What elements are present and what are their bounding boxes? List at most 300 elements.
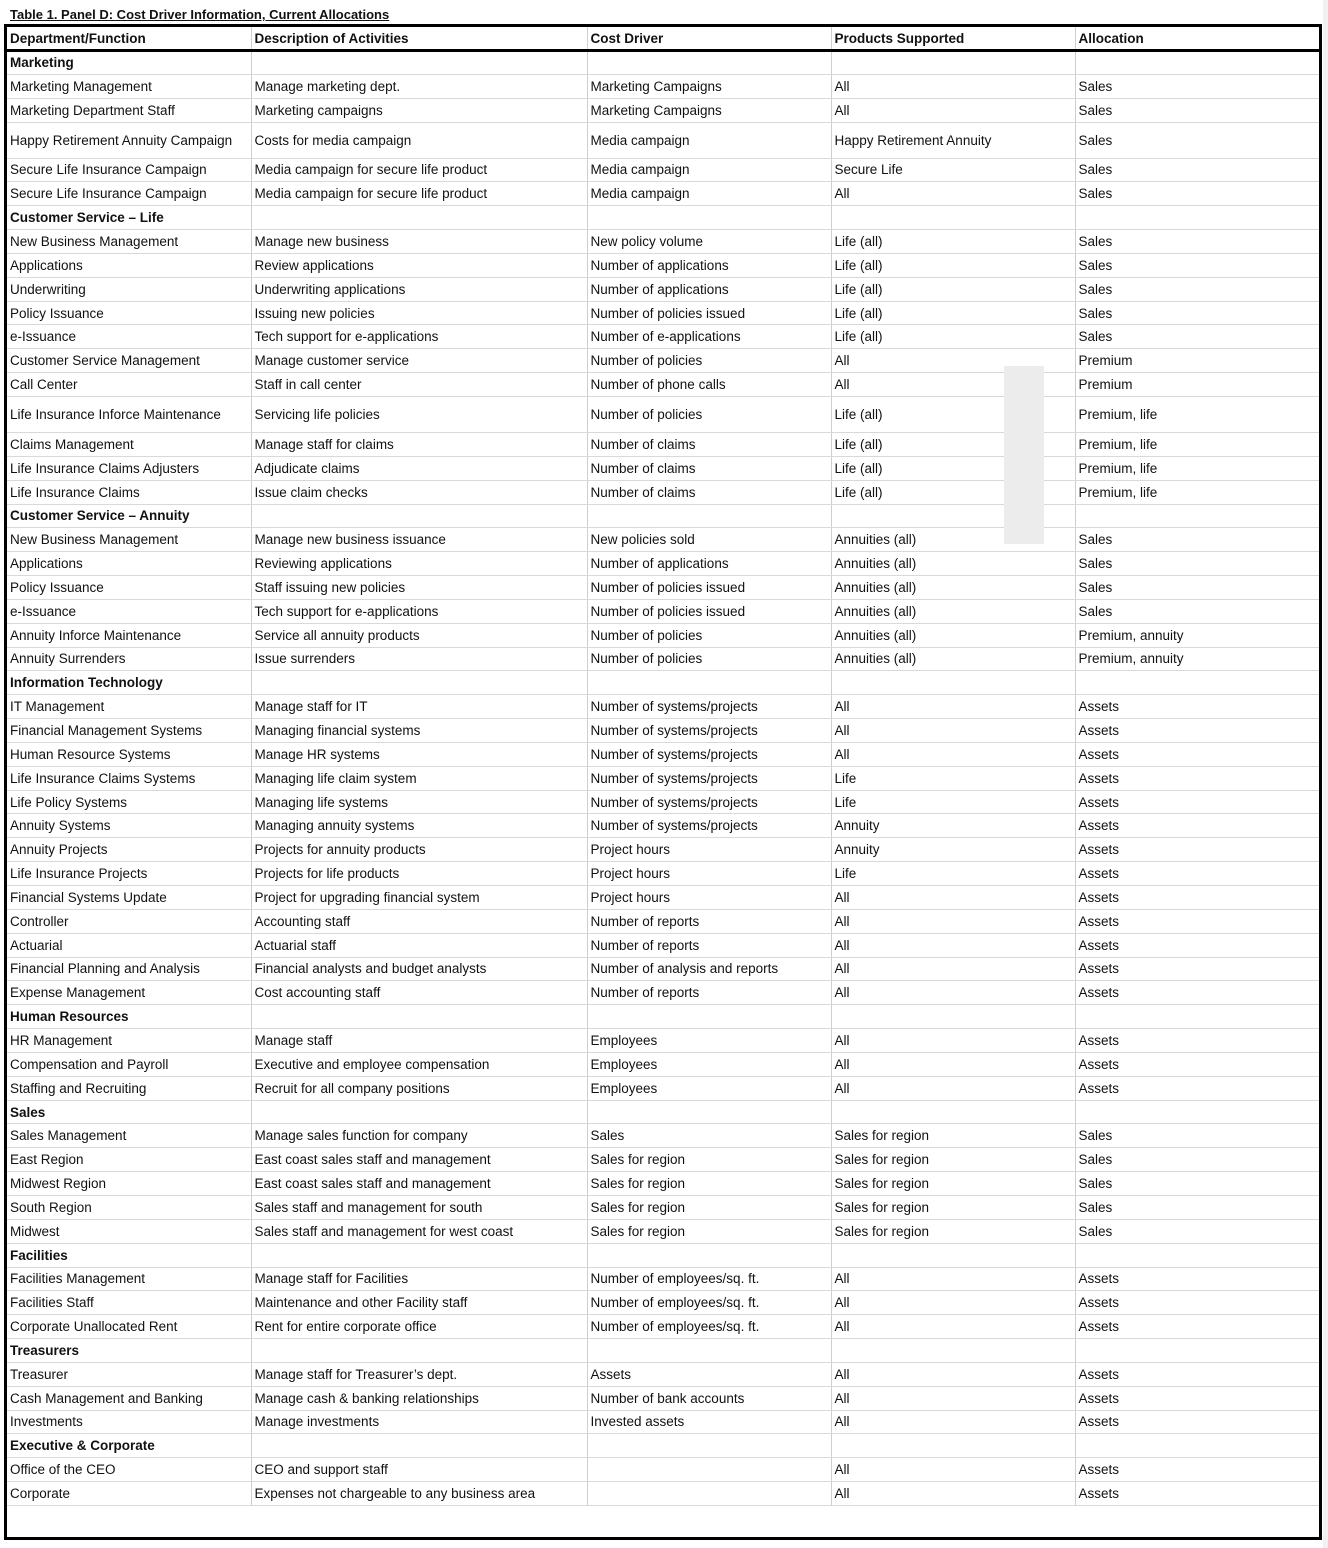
allocation-cell: Premium, annuity (1075, 647, 1319, 671)
description-cell: Media campaign for secure life product (251, 182, 587, 206)
products-supported-cell (831, 504, 1075, 528)
header-products-supported: Products Supported (831, 27, 1075, 51)
allocation-cell: Sales (1075, 528, 1319, 552)
cost-driver-cell: Number of analysis and reports (587, 957, 831, 981)
table-row (7, 1124, 1319, 1148)
table-row (7, 695, 1319, 719)
allocation-cell: Premium, life (1075, 480, 1319, 504)
cost-driver-cell: Number of systems/projects (587, 766, 831, 790)
table-row (7, 301, 1319, 325)
products-supported-cell: All (831, 981, 1075, 1005)
allocation-cell (1075, 1100, 1319, 1124)
products-supported-cell (831, 1243, 1075, 1267)
allocation-cell: Assets (1075, 766, 1319, 790)
cost-driver-cell: Number of reports (587, 933, 831, 957)
description-cell: Marketing campaigns (251, 98, 587, 122)
department-cell: Corporate Unallocated Rent (7, 1315, 251, 1339)
cost-driver-cell: Number of e-applications (587, 325, 831, 349)
allocation-cell: Assets (1075, 909, 1319, 933)
cost-driver-cell: Project hours (587, 862, 831, 886)
department-cell: Treasurers (7, 1339, 251, 1363)
section-header-row (7, 1100, 1319, 1124)
department-cell: Financial Planning and Analysis (7, 957, 251, 981)
department-cell: Customer Service – Life (7, 206, 251, 230)
table-row (7, 814, 1319, 838)
products-supported-cell: Life (831, 766, 1075, 790)
department-cell: Happy Retirement Annuity Campaign (7, 122, 251, 158)
products-supported-cell: All (831, 742, 1075, 766)
table-row (7, 1195, 1319, 1219)
allocation-cell: Assets (1075, 1362, 1319, 1386)
cost-driver-cell: New policy volume (587, 230, 831, 254)
cost-driver-cell: Number of employees/sq. ft. (587, 1267, 831, 1291)
description-cell: Issue surrenders (251, 647, 587, 671)
table-row (7, 886, 1319, 910)
description-cell (251, 504, 587, 528)
cost-driver-cell: Number of reports (587, 909, 831, 933)
cost-driver-cell: Number of systems/projects (587, 814, 831, 838)
products-supported-cell: Life (all) (831, 325, 1075, 349)
products-supported-cell: Annuities (all) (831, 599, 1075, 623)
department-cell: Financial Management Systems (7, 719, 251, 743)
department-cell: Sales Management (7, 1124, 251, 1148)
table-row (7, 599, 1319, 623)
allocation-cell: Sales (1075, 325, 1319, 349)
products-supported-cell: Life (all) (831, 253, 1075, 277)
description-cell: Sales staff and management for south (251, 1195, 587, 1219)
description-cell (251, 1100, 587, 1124)
section-header-row (7, 1243, 1319, 1267)
products-supported-cell: All (831, 373, 1075, 397)
section-header-row (7, 504, 1319, 528)
cost-driver-cell (587, 1339, 831, 1363)
department-cell: Investments (7, 1410, 251, 1434)
section-header-row (7, 1434, 1319, 1458)
cost-driver-cell (587, 1434, 831, 1458)
products-supported-cell (831, 1434, 1075, 1458)
department-cell: Marketing (7, 51, 251, 75)
department-cell: South Region (7, 1195, 251, 1219)
cost-driver-cell: Marketing Campaigns (587, 98, 831, 122)
section-header-row (7, 671, 1319, 695)
department-cell: Customer Service Management (7, 349, 251, 373)
table-row (7, 1291, 1319, 1315)
table-row (7, 158, 1319, 182)
allocation-cell: Premium (1075, 349, 1319, 373)
table-row (7, 838, 1319, 862)
table-row (7, 1219, 1319, 1243)
allocation-cell (1075, 206, 1319, 230)
table-caption: Table 1. Panel D: Cost Driver Information, Current Allocations (10, 7, 390, 22)
allocation-cell: Assets (1075, 957, 1319, 981)
description-cell: Manage investments (251, 1410, 587, 1434)
allocation-cell: Assets (1075, 742, 1319, 766)
products-supported-cell: Life (all) (831, 277, 1075, 301)
department-cell: Controller (7, 909, 251, 933)
description-cell: Projects for life products (251, 862, 587, 886)
cost-driver-cell (587, 1005, 831, 1029)
allocation-cell: Premium, life (1075, 432, 1319, 456)
department-cell: Office of the CEO (7, 1458, 251, 1482)
cost-driver-cell: New policies sold (587, 528, 831, 552)
table-row (7, 1076, 1319, 1100)
allocation-cell: Sales (1075, 599, 1319, 623)
cost-driver-cell: Number of policies (587, 349, 831, 373)
cost-driver-cell (587, 1458, 831, 1482)
cost-driver-cell: Project hours (587, 886, 831, 910)
products-supported-cell: Life (all) (831, 456, 1075, 480)
products-supported-cell: Annuities (all) (831, 528, 1075, 552)
department-cell: Life Insurance Projects (7, 862, 251, 886)
description-cell: CEO and support staff (251, 1458, 587, 1482)
products-supported-cell: Annuity (831, 838, 1075, 862)
description-cell: Reviewing applications (251, 552, 587, 576)
description-cell: Manage staff (251, 1029, 587, 1053)
products-supported-cell: Annuity (831, 814, 1075, 838)
products-supported-cell: Annuities (all) (831, 623, 1075, 647)
department-cell: Midwest Region (7, 1172, 251, 1196)
table-row (7, 1362, 1319, 1386)
department-cell: Facilities (7, 1243, 251, 1267)
description-cell (251, 1005, 587, 1029)
products-supported-cell: Annuities (all) (831, 576, 1075, 600)
products-supported-cell: Life (all) (831, 480, 1075, 504)
cost-driver-cell: Number of policies (587, 623, 831, 647)
allocation-cell: Assets (1075, 695, 1319, 719)
cost-driver-cell: Number of bank accounts (587, 1386, 831, 1410)
description-cell: Costs for media campaign (251, 122, 587, 158)
products-supported-cell: All (831, 1386, 1075, 1410)
description-cell: Underwriting applications (251, 277, 587, 301)
products-supported-cell: Sales for region (831, 1195, 1075, 1219)
cost-driver-cell: Number of policies issued (587, 301, 831, 325)
products-supported-cell: All (831, 1410, 1075, 1434)
description-cell: Issuing new policies (251, 301, 587, 325)
header-cost-driver: Cost Driver (587, 27, 831, 51)
department-cell: Policy Issuance (7, 301, 251, 325)
allocation-cell: Premium, life (1075, 396, 1319, 432)
cost-driver-cell (587, 1100, 831, 1124)
cost-driver-cell: Number of employees/sq. ft. (587, 1291, 831, 1315)
cost-driver-cell: Media campaign (587, 182, 831, 206)
table-row (7, 1482, 1319, 1506)
allocation-cell: Assets (1075, 1458, 1319, 1482)
products-supported-cell: All (831, 1458, 1075, 1482)
department-cell: Claims Management (7, 432, 251, 456)
description-cell: Maintenance and other Facility staff (251, 1291, 587, 1315)
cost-driver-cell: Invested assets (587, 1410, 831, 1434)
products-supported-cell: Life (all) (831, 301, 1075, 325)
products-supported-cell: All (831, 1482, 1075, 1506)
table-row (7, 373, 1319, 397)
cost-driver-cell: Project hours (587, 838, 831, 862)
table-row (7, 909, 1319, 933)
cost-driver-cell: Number of employees/sq. ft. (587, 1315, 831, 1339)
products-supported-cell: Life (all) (831, 396, 1075, 432)
department-cell: e-Issuance (7, 325, 251, 349)
table-row (7, 719, 1319, 743)
allocation-cell: Sales (1075, 1124, 1319, 1148)
cost-driver-cell: Number of reports (587, 981, 831, 1005)
department-cell: Facilities Management (7, 1267, 251, 1291)
table-header (7, 27, 1319, 51)
table-row (7, 253, 1319, 277)
cost-driver-cell: Number of applications (587, 552, 831, 576)
cost-driver-cell: Number of policies (587, 396, 831, 432)
description-cell: Projects for annuity products (251, 838, 587, 862)
products-supported-cell: Annuities (all) (831, 647, 1075, 671)
department-cell: Life Insurance Claims Adjusters (7, 456, 251, 480)
table-row (7, 1267, 1319, 1291)
department-cell: Customer Service – Annuity (7, 504, 251, 528)
cost-driver-cell (587, 206, 831, 230)
allocation-cell: Sales (1075, 122, 1319, 158)
allocation-cell: Sales (1075, 552, 1319, 576)
products-supported-cell: Life (all) (831, 230, 1075, 254)
products-supported-cell (831, 1005, 1075, 1029)
department-cell: Information Technology (7, 671, 251, 695)
cost-driver-cell: Number of applications (587, 253, 831, 277)
products-supported-cell: Life (831, 790, 1075, 814)
products-supported-cell: Life (all) (831, 432, 1075, 456)
department-cell: Marketing Department Staff (7, 98, 251, 122)
description-cell: Manage new business (251, 230, 587, 254)
table-row (7, 862, 1319, 886)
products-supported-cell: All (831, 98, 1075, 122)
department-cell: Applications (7, 552, 251, 576)
products-supported-cell: All (831, 1029, 1075, 1053)
products-supported-cell (831, 1339, 1075, 1363)
products-supported-cell: All (831, 933, 1075, 957)
header-row (7, 27, 1319, 51)
cost-driver-table-frame (4, 24, 1322, 1540)
cost-driver-cell: Number of policies issued (587, 599, 831, 623)
description-cell (251, 51, 587, 75)
cost-driver-cell: Number of systems/projects (587, 719, 831, 743)
department-cell: Facilities Staff (7, 1291, 251, 1315)
table-row (7, 647, 1319, 671)
cost-driver-cell: Employees (587, 1052, 831, 1076)
table-row (7, 432, 1319, 456)
cost-driver-cell (587, 51, 831, 75)
table-body (7, 51, 1319, 1506)
allocation-cell: Assets (1075, 1291, 1319, 1315)
description-cell: Servicing life policies (251, 396, 587, 432)
table-row (7, 1386, 1319, 1410)
allocation-cell: Assets (1075, 1029, 1319, 1053)
cost-driver-cell: Sales for region (587, 1148, 831, 1172)
section-header-row (7, 1005, 1319, 1029)
department-cell: Life Insurance Claims Systems (7, 766, 251, 790)
cost-driver-cell: Number of applications (587, 277, 831, 301)
products-supported-cell: All (831, 182, 1075, 206)
cost-driver-cell: Employees (587, 1029, 831, 1053)
department-cell: Policy Issuance (7, 576, 251, 600)
allocation-cell: Premium, annuity (1075, 623, 1319, 647)
department-cell: Life Insurance Claims (7, 480, 251, 504)
department-cell: Sales (7, 1100, 251, 1124)
cost-driver-cell: Number of policies (587, 647, 831, 671)
description-cell: Managing life claim system (251, 766, 587, 790)
cost-driver-cell: Number of systems/projects (587, 695, 831, 719)
products-supported-cell: All (831, 909, 1075, 933)
table-row (7, 74, 1319, 98)
description-cell: Tech support for e-applications (251, 599, 587, 623)
table-row (7, 349, 1319, 373)
description-cell: Expenses not chargeable to any business area (251, 1482, 587, 1506)
allocation-cell (1075, 1434, 1319, 1458)
table-row (7, 122, 1319, 158)
allocation-cell: Sales (1075, 74, 1319, 98)
description-cell (251, 1434, 587, 1458)
allocation-cell (1075, 671, 1319, 695)
department-cell: Marketing Management (7, 74, 251, 98)
table-row (7, 576, 1319, 600)
allocation-cell: Assets (1075, 1410, 1319, 1434)
department-cell: Annuity Inforce Maintenance (7, 623, 251, 647)
department-cell: New Business Management (7, 528, 251, 552)
description-cell: Project for upgrading financial system (251, 886, 587, 910)
allocation-cell: Assets (1075, 1267, 1319, 1291)
allocation-cell: Assets (1075, 1076, 1319, 1100)
description-cell: Recruit for all company positions (251, 1076, 587, 1100)
cost-driver-cell: Assets (587, 1362, 831, 1386)
department-cell: Life Policy Systems (7, 790, 251, 814)
table-row (7, 766, 1319, 790)
allocation-cell: Assets (1075, 1482, 1319, 1506)
products-supported-cell: Happy Retirement Annuity (831, 122, 1075, 158)
department-cell: Annuity Systems (7, 814, 251, 838)
section-header-row (7, 206, 1319, 230)
description-cell: Manage sales function for company (251, 1124, 587, 1148)
allocation-cell: Premium, life (1075, 456, 1319, 480)
cost-driver-cell: Number of claims (587, 480, 831, 504)
products-supported-cell: Annuities (all) (831, 552, 1075, 576)
products-supported-cell: Life (831, 862, 1075, 886)
table-row (7, 1052, 1319, 1076)
header-description-of-activities: Description of Activities (251, 27, 587, 51)
allocation-cell: Sales (1075, 182, 1319, 206)
allocation-cell: Assets (1075, 1315, 1319, 1339)
department-cell: IT Management (7, 695, 251, 719)
header-department-function: Department/Function (7, 27, 251, 51)
products-supported-cell (831, 1100, 1075, 1124)
department-cell: East Region (7, 1148, 251, 1172)
allocation-cell: Sales (1075, 158, 1319, 182)
description-cell: Manage staff for Facilities (251, 1267, 587, 1291)
description-cell: Manage customer service (251, 349, 587, 373)
description-cell (251, 671, 587, 695)
allocation-cell: Sales (1075, 576, 1319, 600)
department-cell: Call Center (7, 373, 251, 397)
description-cell: Adjudicate claims (251, 456, 587, 480)
description-cell (251, 206, 587, 230)
products-supported-cell: All (831, 74, 1075, 98)
cost-driver-table (7, 27, 1319, 1506)
description-cell: Rent for entire corporate office (251, 1315, 587, 1339)
table-row (7, 1029, 1319, 1053)
cost-driver-cell (587, 671, 831, 695)
cost-driver-cell: Number of policies issued (587, 576, 831, 600)
description-cell: Managing annuity systems (251, 814, 587, 838)
table-row (7, 957, 1319, 981)
products-supported-cell: All (831, 1076, 1075, 1100)
allocation-cell: Assets (1075, 1052, 1319, 1076)
table-row (7, 396, 1319, 432)
products-supported-cell (831, 671, 1075, 695)
table-row (7, 623, 1319, 647)
table-row (7, 277, 1319, 301)
table-row (7, 182, 1319, 206)
department-cell: Secure Life Insurance Campaign (7, 182, 251, 206)
description-cell: Service all annuity products (251, 623, 587, 647)
description-cell: Manage HR systems (251, 742, 587, 766)
allocation-cell: Assets (1075, 790, 1319, 814)
department-cell: Compensation and Payroll (7, 1052, 251, 1076)
cost-driver-cell (587, 1243, 831, 1267)
department-cell: Executive & Corporate (7, 1434, 251, 1458)
allocation-cell: Sales (1075, 230, 1319, 254)
department-cell: Staffing and Recruiting (7, 1076, 251, 1100)
table-row (7, 1172, 1319, 1196)
allocation-cell: Premium (1075, 373, 1319, 397)
allocation-cell: Assets (1075, 838, 1319, 862)
allocation-cell: Sales (1075, 1219, 1319, 1243)
description-cell: Issue claim checks (251, 480, 587, 504)
cost-driver-cell: Number of claims (587, 432, 831, 456)
allocation-cell: Sales (1075, 98, 1319, 122)
cost-driver-cell: Number of claims (587, 456, 831, 480)
allocation-cell: Assets (1075, 886, 1319, 910)
header-allocation: Allocation (1075, 27, 1319, 51)
description-cell: Manage staff for IT (251, 695, 587, 719)
department-cell: HR Management (7, 1029, 251, 1053)
allocation-cell (1075, 1243, 1319, 1267)
table-row (7, 480, 1319, 504)
description-cell: East coast sales staff and management (251, 1148, 587, 1172)
table-row (7, 98, 1319, 122)
description-cell: Sales staff and management for west coast (251, 1219, 587, 1243)
cost-driver-cell: Marketing Campaigns (587, 74, 831, 98)
allocation-cell: Assets (1075, 981, 1319, 1005)
description-cell (251, 1339, 587, 1363)
allocation-cell: Assets (1075, 719, 1319, 743)
cost-driver-cell (587, 1482, 831, 1506)
products-supported-cell: Sales for region (831, 1172, 1075, 1196)
allocation-cell: Sales (1075, 277, 1319, 301)
allocation-cell: Sales (1075, 1172, 1319, 1196)
table-row (7, 933, 1319, 957)
products-supported-cell: All (831, 886, 1075, 910)
description-cell: Manage staff for Treasurer’s dept. (251, 1362, 587, 1386)
allocation-cell (1075, 1339, 1319, 1363)
department-cell: Actuarial (7, 933, 251, 957)
table-row (7, 742, 1319, 766)
products-supported-cell: All (831, 349, 1075, 373)
description-cell: Media campaign for secure life product (251, 158, 587, 182)
department-cell: Expense Management (7, 981, 251, 1005)
section-header-row (7, 51, 1319, 75)
section-header-row (7, 1339, 1319, 1363)
table-row (7, 1458, 1319, 1482)
description-cell: Managing life systems (251, 790, 587, 814)
products-supported-cell: All (831, 1052, 1075, 1076)
cost-driver-cell: Sales (587, 1124, 831, 1148)
department-cell: Secure Life Insurance Campaign (7, 158, 251, 182)
allocation-cell (1075, 51, 1319, 75)
products-supported-cell: All (831, 719, 1075, 743)
products-supported-cell (831, 51, 1075, 75)
